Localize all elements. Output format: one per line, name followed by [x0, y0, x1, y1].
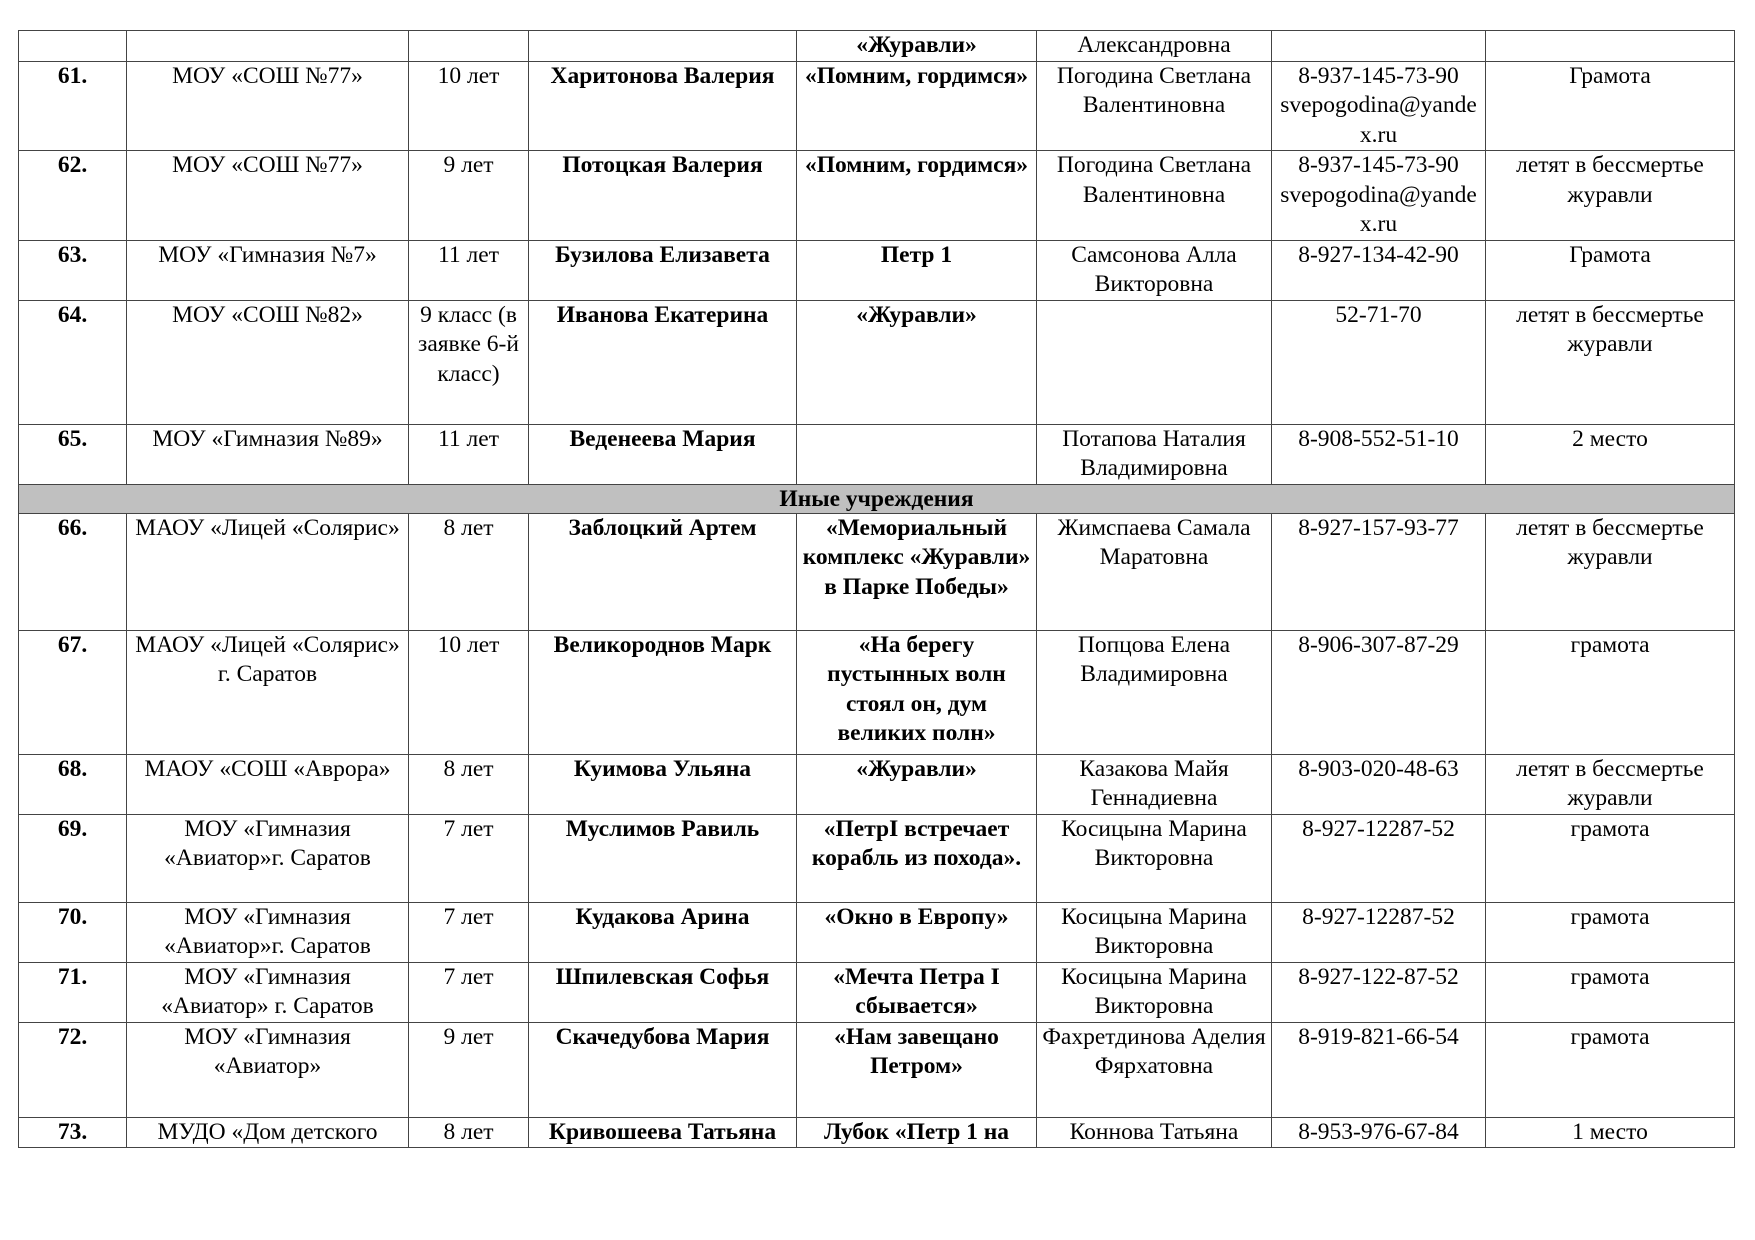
cell-organization: МАОУ «Лицей «Солярис» г. Саратов — [127, 630, 409, 754]
cell-organization: МОУ «Гимназия «Авиатор» г. Саратов — [127, 962, 409, 1022]
cell-organization: МОУ «Гимназия №7» — [127, 240, 409, 300]
cell-participant: Шпилевская Софья — [529, 962, 797, 1022]
cell-teacher: Казакова Майя Геннадиевна — [1037, 754, 1272, 814]
cell-contact: 8-927-122-87-52 — [1272, 962, 1486, 1022]
table-row — [19, 151, 1735, 241]
table-row — [19, 814, 1735, 902]
cell-num: 62. — [19, 151, 127, 241]
cell-result: грамота — [1486, 630, 1735, 754]
cell-organization: МОУ «Гимназия «Авиатор» — [127, 1022, 409, 1117]
cell-num: 64. — [19, 300, 127, 424]
cell-num: 70. — [19, 902, 127, 962]
cell-participant: Кривошеева Татьяна — [529, 1117, 797, 1148]
cell-contact: 8-906-307-87-29 — [1272, 630, 1486, 754]
cell-num: 66. — [19, 513, 127, 630]
cell-work-title: Лубок «Петр 1 на — [797, 1117, 1037, 1148]
table-row — [19, 300, 1735, 424]
cell-teacher: Фахретдинова Аделия Фярхатовна — [1037, 1022, 1272, 1117]
cell-work-title: «Нам завещано Петром» — [797, 1022, 1037, 1117]
cell-contact: 8-927-12287-52 — [1272, 814, 1486, 902]
cell-age: 9 класс (в заявке 6-й класс) — [409, 300, 529, 424]
table-row — [19, 240, 1735, 300]
cell-num: 68. — [19, 754, 127, 814]
document-page — [18, 30, 1734, 1148]
cell-teacher: Попцова Елена Владимировна — [1037, 630, 1272, 754]
cell-contact: 8-937-145-73-90 svepogodina@yandex.ru — [1272, 151, 1486, 241]
cell-organization: МУДО «Дом детского — [127, 1117, 409, 1148]
cell-contact: 52-71-70 — [1272, 300, 1486, 424]
cell-work-title: «Журавли» — [797, 300, 1037, 424]
cell-result: грамота — [1486, 962, 1735, 1022]
cell-organization: МОУ «Гимназия №89» — [127, 424, 409, 484]
cell-age: 10 лет — [409, 630, 529, 754]
cell-contact: 8-903-020-48-63 — [1272, 754, 1486, 814]
section-header-row — [19, 484, 1735, 513]
cell-work-title: «Журавли» — [797, 31, 1037, 62]
cell-age: 9 лет — [409, 1022, 529, 1117]
cell-organization: МОУ «СОШ №77» — [127, 61, 409, 151]
cell-result: Грамота — [1486, 61, 1735, 151]
cell-result: летят в бессмертье журавли — [1486, 300, 1735, 424]
cell-work-title: «Журавли» — [797, 754, 1037, 814]
cell-participant: Веденеева Мария — [529, 424, 797, 484]
cell-num: 63. — [19, 240, 127, 300]
cell-result: Грамота — [1486, 240, 1735, 300]
cell-num: 67. — [19, 630, 127, 754]
table-section — [19, 484, 1735, 513]
cell-work-title: «Мемориальный комплекс «Журавли» в Парке Победы» — [797, 513, 1037, 630]
cell-num: 65. — [19, 424, 127, 484]
table-row — [19, 513, 1735, 630]
cell-result: летят в бессмертье журавли — [1486, 513, 1735, 630]
cell-contact: 8-927-134-42-90 — [1272, 240, 1486, 300]
cell-contact: 8-937-145-73-90 svepogodina@yandex.ru — [1272, 61, 1486, 151]
participants-table — [18, 30, 1735, 1148]
cell-participant: Харитонова Валерия — [529, 61, 797, 151]
cell-participant: Скачедубова Мария — [529, 1022, 797, 1117]
cell-participant: Бузилова Елизавета — [529, 240, 797, 300]
cell-teacher — [1037, 300, 1272, 424]
cell-age: 7 лет — [409, 814, 529, 902]
cell-result: грамота — [1486, 814, 1735, 902]
cell-organization: МОУ «СОШ №82» — [127, 300, 409, 424]
cell-age: 9 лет — [409, 151, 529, 241]
cell-teacher: Александровна — [1037, 31, 1272, 62]
cell-participant: Кудакова Арина — [529, 902, 797, 962]
cell-num: 72. — [19, 1022, 127, 1117]
cell-age: 10 лет — [409, 61, 529, 151]
cell-result: 1 место — [1486, 1117, 1735, 1148]
cell-contact — [1272, 31, 1486, 62]
cell-age: 7 лет — [409, 902, 529, 962]
cell-participant: Иванова Екатерина — [529, 300, 797, 424]
cell-age — [409, 31, 529, 62]
cell-contact: 8-953-976-67-84 — [1272, 1117, 1486, 1148]
cell-work-title: «ПетрI встречает корабль из похода». — [797, 814, 1037, 902]
cell-organization — [127, 31, 409, 62]
cell-teacher: Косицына Марина Викторовна — [1037, 902, 1272, 962]
cell-result — [1486, 31, 1735, 62]
cell-participant: Муслимов Равиль — [529, 814, 797, 902]
cell-teacher: Самсонова Алла Викторовна — [1037, 240, 1272, 300]
cell-participant: Заблоцкий Артем — [529, 513, 797, 630]
cell-participant — [529, 31, 797, 62]
cell-teacher: Косицына Марина Викторовна — [1037, 814, 1272, 902]
cell-organization: МАОУ «Лицей «Солярис» — [127, 513, 409, 630]
cell-work-title: «На берегу пустынных волн стоял он, дум великих полн» — [797, 630, 1037, 754]
cell-num: 71. — [19, 962, 127, 1022]
table-row — [19, 962, 1735, 1022]
cell-organization: МОУ «Гимназия «Авиатор»г. Саратов — [127, 902, 409, 962]
table-body-main — [19, 31, 1735, 485]
cell-age: 7 лет — [409, 962, 529, 1022]
cell-contact: 8-927-157-93-77 — [1272, 513, 1486, 630]
cell-teacher: Погодина Светлана Валентиновна — [1037, 151, 1272, 241]
cell-organization: МАОУ «СОШ «Аврора» — [127, 754, 409, 814]
cell-work-title: «Мечта Петра I сбывается» — [797, 962, 1037, 1022]
cell-organization: МОУ «СОШ №77» — [127, 151, 409, 241]
section-title: Иные учреждения — [19, 484, 1735, 513]
table-row — [19, 61, 1735, 151]
cell-work-title: «Помним, гордимся» — [797, 61, 1037, 151]
table-row — [19, 630, 1735, 754]
table-row — [19, 1022, 1735, 1117]
cell-age: 11 лет — [409, 240, 529, 300]
cell-work-title: «Помним, гордимся» — [797, 151, 1037, 241]
cell-result: грамота — [1486, 902, 1735, 962]
table-row — [19, 902, 1735, 962]
cell-contact: 8-927-12287-52 — [1272, 902, 1486, 962]
cell-age: 8 лет — [409, 754, 529, 814]
cell-result: летят в бессмертье журавли — [1486, 754, 1735, 814]
table-row — [19, 754, 1735, 814]
cell-work-title — [797, 424, 1037, 484]
cell-work-title: Петр 1 — [797, 240, 1037, 300]
cell-participant: Потоцкая Валерия — [529, 151, 797, 241]
cell-participant: Куимова Ульяна — [529, 754, 797, 814]
cell-contact: 8-908-552-51-10 — [1272, 424, 1486, 484]
cell-organization: МОУ «Гимназия «Авиатор»г. Саратов — [127, 814, 409, 902]
cell-teacher: Погодина Светлана Валентиновна — [1037, 61, 1272, 151]
cell-num: 61. — [19, 61, 127, 151]
cell-age: 8 лет — [409, 1117, 529, 1148]
table-body-other — [19, 513, 1735, 1148]
cell-teacher: Коннова Татьяна — [1037, 1117, 1272, 1148]
cell-num: 69. — [19, 814, 127, 902]
cell-result: 2 место — [1486, 424, 1735, 484]
cell-num: 73. — [19, 1117, 127, 1148]
cell-age: 8 лет — [409, 513, 529, 630]
table-row — [19, 1117, 1735, 1148]
cell-result: летят в бессмертье журавли — [1486, 151, 1735, 241]
cell-age: 11 лет — [409, 424, 529, 484]
cell-teacher: Потапова Наталия Владимировна — [1037, 424, 1272, 484]
cell-participant: Великороднов Марк — [529, 630, 797, 754]
table-row — [19, 31, 1735, 62]
cell-teacher: Жимспаева Самала Маратовна — [1037, 513, 1272, 630]
cell-teacher: Косицына Марина Викторовна — [1037, 962, 1272, 1022]
table-row — [19, 424, 1735, 484]
cell-contact: 8-919-821-66-54 — [1272, 1022, 1486, 1117]
cell-result: грамота — [1486, 1022, 1735, 1117]
cell-num — [19, 31, 127, 62]
cell-work-title: «Окно в Европу» — [797, 902, 1037, 962]
